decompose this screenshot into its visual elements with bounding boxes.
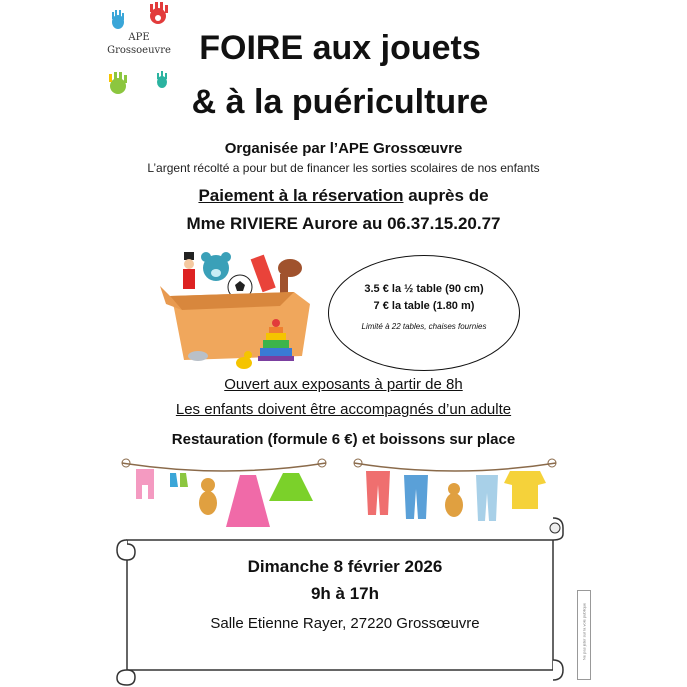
- handprint-green-icon: [109, 72, 127, 94]
- baby-pants-icon: [136, 469, 154, 499]
- toy-block-icon: [251, 255, 276, 293]
- event-hours: 9h à 17h: [310, 584, 380, 603]
- info-open: Ouvert aux exposants à partir de 8h: [224, 376, 463, 393]
- payment-contact: Mme RIVIERE Aurore au 06.37.15.20.77: [186, 214, 501, 233]
- giraffe-toy-icon: [445, 483, 463, 517]
- sock-icon-2: [180, 473, 188, 487]
- payment-rest: auprès de: [403, 186, 489, 205]
- price-half-table: 3.5 € la ½ table (90 cm): [364, 283, 484, 295]
- event-place: Salle Etienne Rayer, 27220 Grossœuvre: [210, 615, 480, 632]
- event-date: Dimanche 8 février 2026: [247, 557, 443, 576]
- teddy-bear-icon: [201, 252, 231, 281]
- handprint-red-icon: [150, 2, 168, 24]
- handprint-blue-icon: [112, 10, 124, 29]
- title-line-1: FOIRE aux jouets: [199, 29, 481, 67]
- toy-mouse-icon: [188, 351, 208, 361]
- sock-icon: [170, 473, 178, 487]
- organizer-subtitle: L’argent récolté a pour but de financer les sorties scolaires de nos enfants: [147, 161, 540, 175]
- toy-box-illustration: [160, 238, 320, 373]
- baby-tshirt-icon: [504, 471, 546, 509]
- baby-romper-red-icon: [366, 471, 390, 515]
- info-food: Restauration (formule 6 €) et boissons sur place: [171, 431, 516, 448]
- logo-line-1: APE: [128, 32, 150, 43]
- payment-underlined: Paiement à la réservation: [198, 186, 404, 205]
- price-note: Limité à 22 tables, chaises fournies: [361, 322, 487, 331]
- toy-soldier-icon: [183, 252, 195, 289]
- skirt-icon: [269, 473, 313, 501]
- rocking-horse-icon: [278, 259, 302, 296]
- baby-romper-blue-icon: [404, 475, 428, 519]
- info-kids: Les enfants doivent être accompagnés d’un adulte: [175, 401, 512, 418]
- payment-line: [0, 186, 687, 206]
- side-note-box: [577, 590, 591, 680]
- title-line-2: & à la puériculture: [191, 83, 489, 121]
- logo-line-2: Grossoeuvre: [107, 45, 171, 56]
- organizer-line: Organisée par l’APE Grossœuvre: [224, 140, 463, 157]
- teddy-bear-hanging-icon: [199, 478, 217, 515]
- price-ellipse: [328, 255, 520, 371]
- price-full-table: 7 € la table (1.80 m): [373, 300, 475, 312]
- side-note: Ne pas jeter sur la voie publique: [581, 602, 587, 661]
